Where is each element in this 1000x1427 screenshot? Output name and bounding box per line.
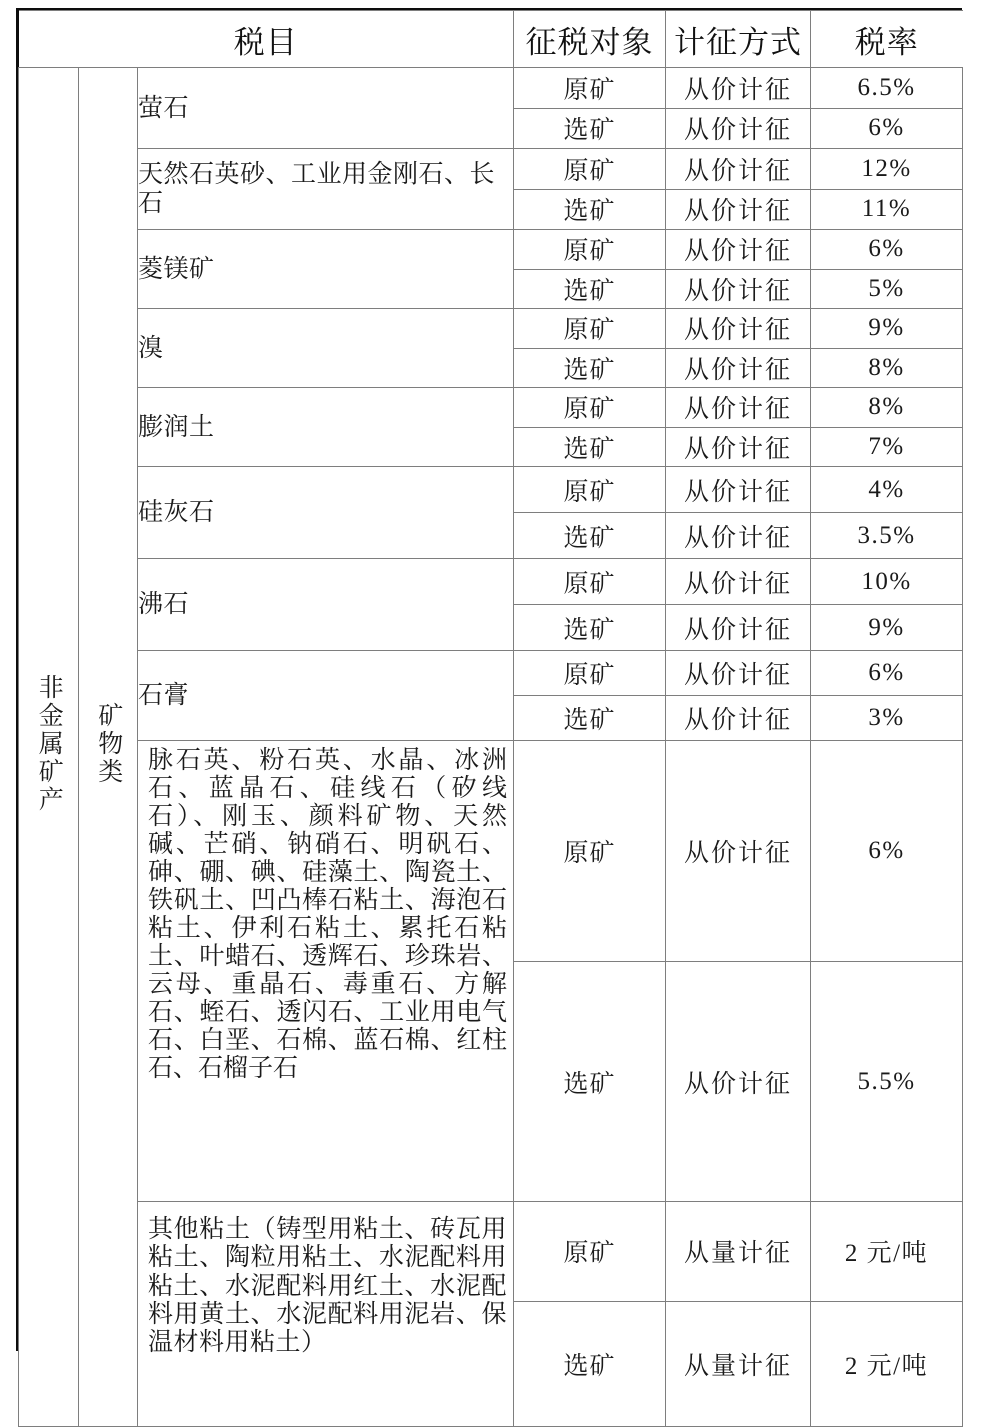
tax-object-cell: 原矿 [514, 149, 666, 190]
assessment-method-cell: 从价计征 [666, 962, 811, 1202]
tax-item-name: 脉石英、粉石英、水晶、冰洲石、蓝晶石、硅线石（矽线石）、刚玉、颜料矿物、天然碱、芒硝、钠硝石、明矾石、砷、硼、碘、硅藻土、陶瓷土、铁矾土、凹凸棒石粘土、海泡石粘土、伊利石粘土、累托石粘土、叶蜡石、透辉石、珍珠岩、云母、重晶石、毒重石、方解石、蛭石、透闪石、工业用电气石、白垩、石棉、蓝石棉、红柱石、石榴子石 [138, 741, 514, 1202]
assessment-method-cell: 从价计征 [666, 348, 811, 388]
assessment-method-cell: 从价计征 [666, 230, 811, 270]
column-header-tax-rate: 税率 [811, 11, 963, 68]
tax-object-cell: 选矿 [514, 696, 666, 741]
subgroup-label-mineral-class [79, 68, 138, 1427]
tax-object-cell: 选矿 [514, 513, 666, 559]
table-row [19, 149, 963, 190]
tax-item-name: 菱镁矿 [138, 230, 514, 309]
tax-item-name: 硅灰石 [138, 467, 514, 559]
tax-rate-cell: 3% [811, 696, 963, 741]
tax-object-cell: 原矿 [514, 651, 666, 696]
tax-rate-cell: 4% [811, 467, 963, 513]
table-row [19, 68, 963, 109]
tax-item-name: 溴 [138, 309, 514, 388]
tax-object-cell: 原矿 [514, 741, 666, 962]
assessment-method-cell: 从价计征 [666, 388, 811, 428]
tax-item-name: 膨润土 [138, 388, 514, 467]
tax-object-cell: 原矿 [514, 230, 666, 270]
tax-rate-cell: 8% [811, 388, 963, 428]
tax-object-cell: 原矿 [514, 1202, 666, 1302]
tax-object-cell: 原矿 [514, 388, 666, 428]
table-row [19, 467, 963, 513]
column-header-tax-item: 税目 [19, 11, 514, 68]
tax-rate-cell: 6% [811, 651, 963, 696]
subgroup-label-text: 矿物类 [94, 701, 122, 786]
tax-item-name: 其他粘土（铸型用粘土、砖瓦用粘土、陶粒用粘土、水泥配料用粘土、水泥配料用红土、水泥配料用黄土、水泥配料用泥岩、保温材料用粘土） [138, 1202, 514, 1427]
tax-rate-cell: 9% [811, 605, 963, 651]
tax-item-name: 石膏 [138, 651, 514, 741]
tax-rate-cell: 2 元/吨 [811, 1301, 963, 1426]
tax-rate-cell: 5% [811, 269, 963, 309]
tax-rate-cell: 6.5% [811, 68, 963, 109]
group-label-nonmetallic-minerals [19, 68, 79, 1427]
column-header-assessment-method: 计征方式 [666, 11, 811, 68]
table-row [19, 1202, 963, 1302]
table-row [19, 741, 963, 962]
tax-item-name: 天然石英砂、工业用金刚石、长石 [138, 149, 514, 230]
assessment-method-cell: 从量计征 [666, 1301, 811, 1426]
table-row [19, 309, 963, 349]
tax-rate-cell: 6% [811, 108, 963, 149]
table-row [19, 651, 963, 696]
tax-object-cell: 原矿 [514, 309, 666, 349]
tax-rate-cell: 7% [811, 427, 963, 467]
assessment-method-cell: 从价计征 [666, 68, 811, 109]
assessment-method-cell: 从价计征 [666, 651, 811, 696]
tax-rate-cell: 12% [811, 149, 963, 190]
tax-object-cell: 原矿 [514, 559, 666, 605]
assessment-method-cell: 从价计征 [666, 513, 811, 559]
assessment-method-cell: 从价计征 [666, 741, 811, 962]
resource-tax-rate-table [18, 10, 963, 1427]
tax-rate-cell: 6% [811, 230, 963, 270]
tax-rate-cell: 8% [811, 348, 963, 388]
assessment-method-cell: 从价计征 [666, 559, 811, 605]
assessment-method-cell: 从价计征 [666, 189, 811, 230]
table-header-row [19, 11, 963, 68]
tax-object-cell: 选矿 [514, 189, 666, 230]
assessment-method-cell: 从价计征 [666, 427, 811, 467]
tax-item-name: 萤石 [138, 68, 514, 149]
tax-object-cell: 选矿 [514, 427, 666, 467]
tax-object-cell: 选矿 [514, 605, 666, 651]
tax-item-name: 沸石 [138, 559, 514, 651]
assessment-method-cell: 从价计征 [666, 269, 811, 309]
tax-object-cell: 选矿 [514, 962, 666, 1202]
tax-object-cell: 原矿 [514, 467, 666, 513]
table-row [19, 230, 963, 270]
tax-rate-cell: 5.5% [811, 962, 963, 1202]
table-row [19, 559, 963, 605]
assessment-method-cell: 从价计征 [666, 696, 811, 741]
group-label-text: 非金属矿产 [35, 673, 63, 814]
tax-rate-cell: 3.5% [811, 513, 963, 559]
tax-rate-cell: 2 元/吨 [811, 1202, 963, 1302]
tax-object-cell: 选矿 [514, 269, 666, 309]
assessment-method-cell: 从价计征 [666, 309, 811, 349]
table-row [19, 388, 963, 428]
tax-rate-cell: 9% [811, 309, 963, 349]
tax-object-cell: 原矿 [514, 68, 666, 109]
column-header-tax-object: 征税对象 [514, 11, 666, 68]
tax-object-cell: 选矿 [514, 1301, 666, 1426]
tax-rate-cell: 11% [811, 189, 963, 230]
assessment-method-cell: 从价计征 [666, 108, 811, 149]
tax-object-cell: 选矿 [514, 108, 666, 149]
assessment-method-cell: 从价计征 [666, 467, 811, 513]
assessment-method-cell: 从价计征 [666, 149, 811, 190]
tax-rate-cell: 6% [811, 741, 963, 962]
assessment-method-cell: 从量计征 [666, 1202, 811, 1302]
assessment-method-cell: 从价计征 [666, 605, 811, 651]
tax-rate-cell: 10% [811, 559, 963, 605]
tax-object-cell: 选矿 [514, 348, 666, 388]
